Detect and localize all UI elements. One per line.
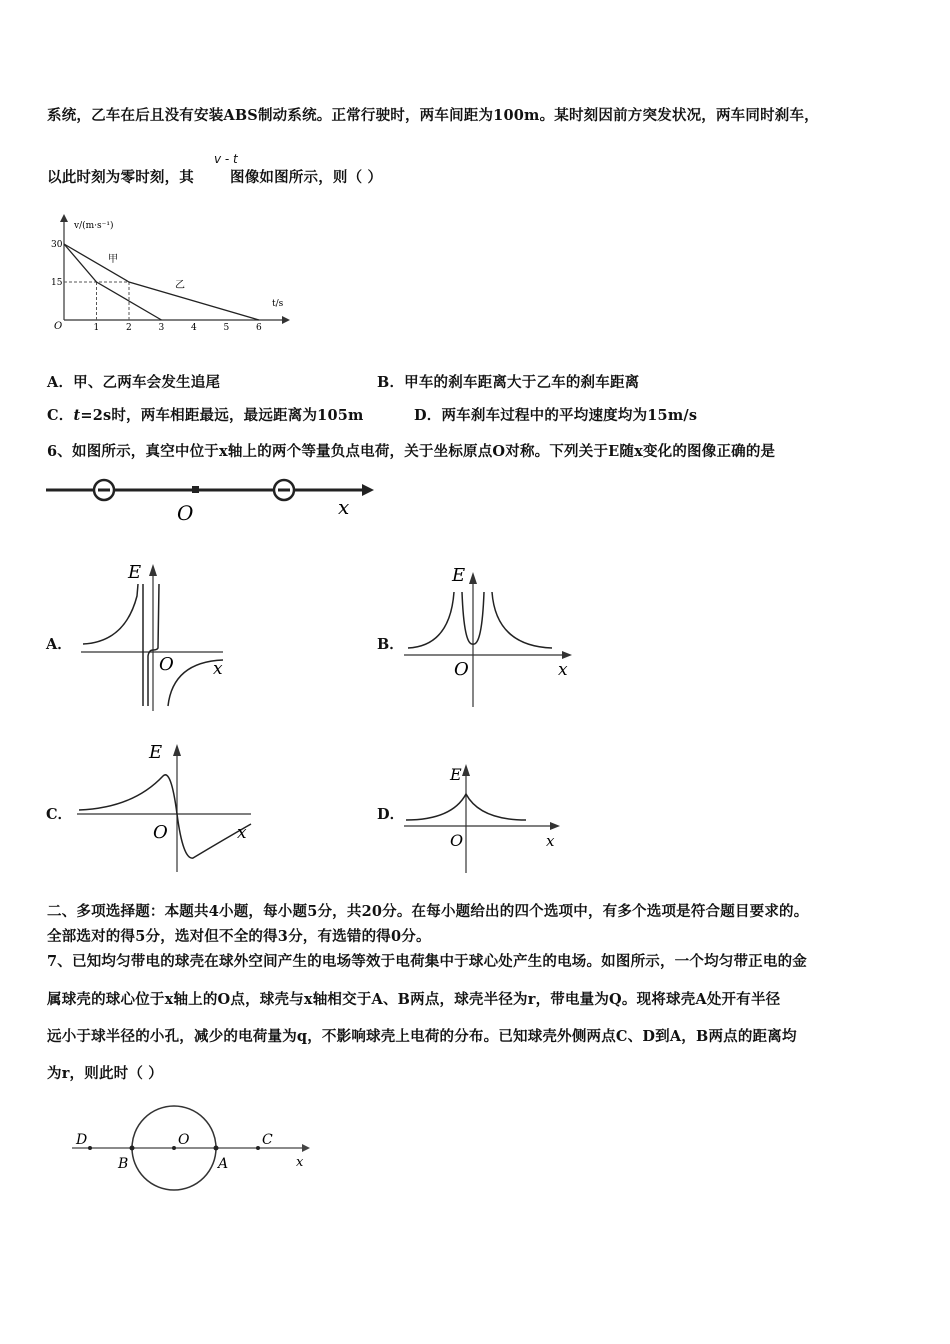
sphere-diagram <box>70 1104 330 1194</box>
q5-line2-suffix: 图像如图所示，则（ ） <box>230 169 383 186</box>
vt-x-tick-4: 4 <box>191 323 197 333</box>
vt-y-arrow <box>60 214 68 222</box>
q6-option-b: B． <box>377 636 404 653</box>
vt-graph <box>50 212 290 332</box>
svg-text:x: x <box>296 1155 304 1170</box>
q7-line4: 为r，则此时（ ） <box>47 1065 163 1082</box>
q6-option-a: A． <box>46 636 72 653</box>
vt-symbol: v - t <box>214 152 238 166</box>
svg-text:x: x <box>558 660 568 680</box>
svg-text:D: D <box>76 1132 88 1148</box>
vt-series-line-yi <box>64 244 259 320</box>
vt-xlabel: t/s <box>272 299 284 309</box>
q6-option-d: D． <box>377 806 405 823</box>
q6-option-c: C． <box>46 806 73 823</box>
vt-x-tick-2: 2 <box>126 323 132 333</box>
svg-text:x: x <box>546 832 555 850</box>
svg-text:O: O <box>153 822 168 843</box>
svg-text:C: C <box>262 1132 273 1148</box>
graph-d <box>402 758 582 878</box>
svg-text:E: E <box>149 742 163 763</box>
q5-line1: 系统，乙车在后且没有安装ABS制动系统。正常行驶时，两车间距为100m。某时刻因前方突发状况，两车同时刹车， <box>47 107 819 124</box>
vt-x-tick-6: 6 <box>256 323 262 333</box>
q7-line3: 远小于球半径的小孔，减少的电荷量为q，不影响球壳上电荷的分布。已知球壳外侧两点C、D到A，B两点的距离均 <box>47 1028 797 1045</box>
graph-a <box>73 556 243 716</box>
q5-option-a: A．甲、乙两车会发生追尾 <box>47 374 221 391</box>
charges-origin-label: O <box>177 501 194 525</box>
svg-text:O: O <box>159 654 174 675</box>
graph-c <box>73 736 263 876</box>
section2-line1: 二、多项选择题：本题共4小题，每小题5分，共20分。在每小题给出的四个选项中，有多个选项是符合题目要求的。 <box>47 903 809 920</box>
graph-b <box>402 562 582 712</box>
vt-y-tick-30: 30 <box>51 240 63 250</box>
origin-point <box>192 486 199 493</box>
charges-x-label: x <box>338 495 350 519</box>
charges-x-arrow <box>362 484 374 496</box>
svg-text:E: E <box>450 765 462 784</box>
vt-origin: O <box>54 321 63 332</box>
svg-text:B: B <box>118 1156 129 1172</box>
svg-text:x: x <box>213 659 223 679</box>
svg-text:A: A <box>218 1156 229 1172</box>
q5-line2 <box>47 166 382 187</box>
vt-y-tick-15: 15 <box>51 278 63 288</box>
q6-stem: 6、如图所示，真空中位于x轴上的两个等量负点电荷，关于坐标原点O对称。下列关于E随x变化的图像正确的是 <box>47 443 776 460</box>
q5-option-c-rest: =2s时，两车相距最远，最远距离为105m <box>80 407 364 424</box>
svg-text:O: O <box>178 1132 190 1148</box>
charges-diagram <box>46 474 386 524</box>
vt-x-tick-1: 1 <box>93 323 100 333</box>
q5-line2-prefix: 以此时刻为零时刻，其 <box>47 169 194 186</box>
q5-option-c <box>47 404 364 425</box>
svg-text:E: E <box>128 562 142 583</box>
vt-ylabel: v/(m·s⁻¹) <box>74 221 114 231</box>
svg-text:O: O <box>450 831 464 850</box>
label-jia: 甲 <box>108 254 118 265</box>
vt-x-tick-3: 3 <box>158 323 165 333</box>
vt-x-tick-5: 5 <box>223 323 230 333</box>
q5-option-c-t: t <box>73 407 81 424</box>
vt-x-arrow <box>282 316 290 324</box>
svg-text:O: O <box>454 659 469 680</box>
q5-option-c-letter: C． <box>47 407 74 424</box>
svg-text:x: x <box>237 823 247 843</box>
q7-line1: 7、已知均匀带电的球壳在球外空间产生的电场等效于电荷集中于球心处产生的电场。如图所示，一个均匀带正电的金 <box>47 953 807 970</box>
svg-text:E: E <box>452 565 466 586</box>
q5-option-b: B．甲车的刹车距离大于乙车的刹车距离 <box>377 374 640 391</box>
section2-line2: 全部选对的得5分，选对但不全的得3分，有选错的得0分。 <box>47 928 431 945</box>
label-yi: 乙 <box>175 280 185 291</box>
q5-option-d: D．两车刹车过程中的平均速度均为15m/s <box>414 407 698 424</box>
q7-line2: 属球壳的球心位于x轴上的O点，球壳与x轴相交于A、B两点，球壳半径为r，带电量为Q。现将球壳A处开有半径 <box>47 991 781 1008</box>
